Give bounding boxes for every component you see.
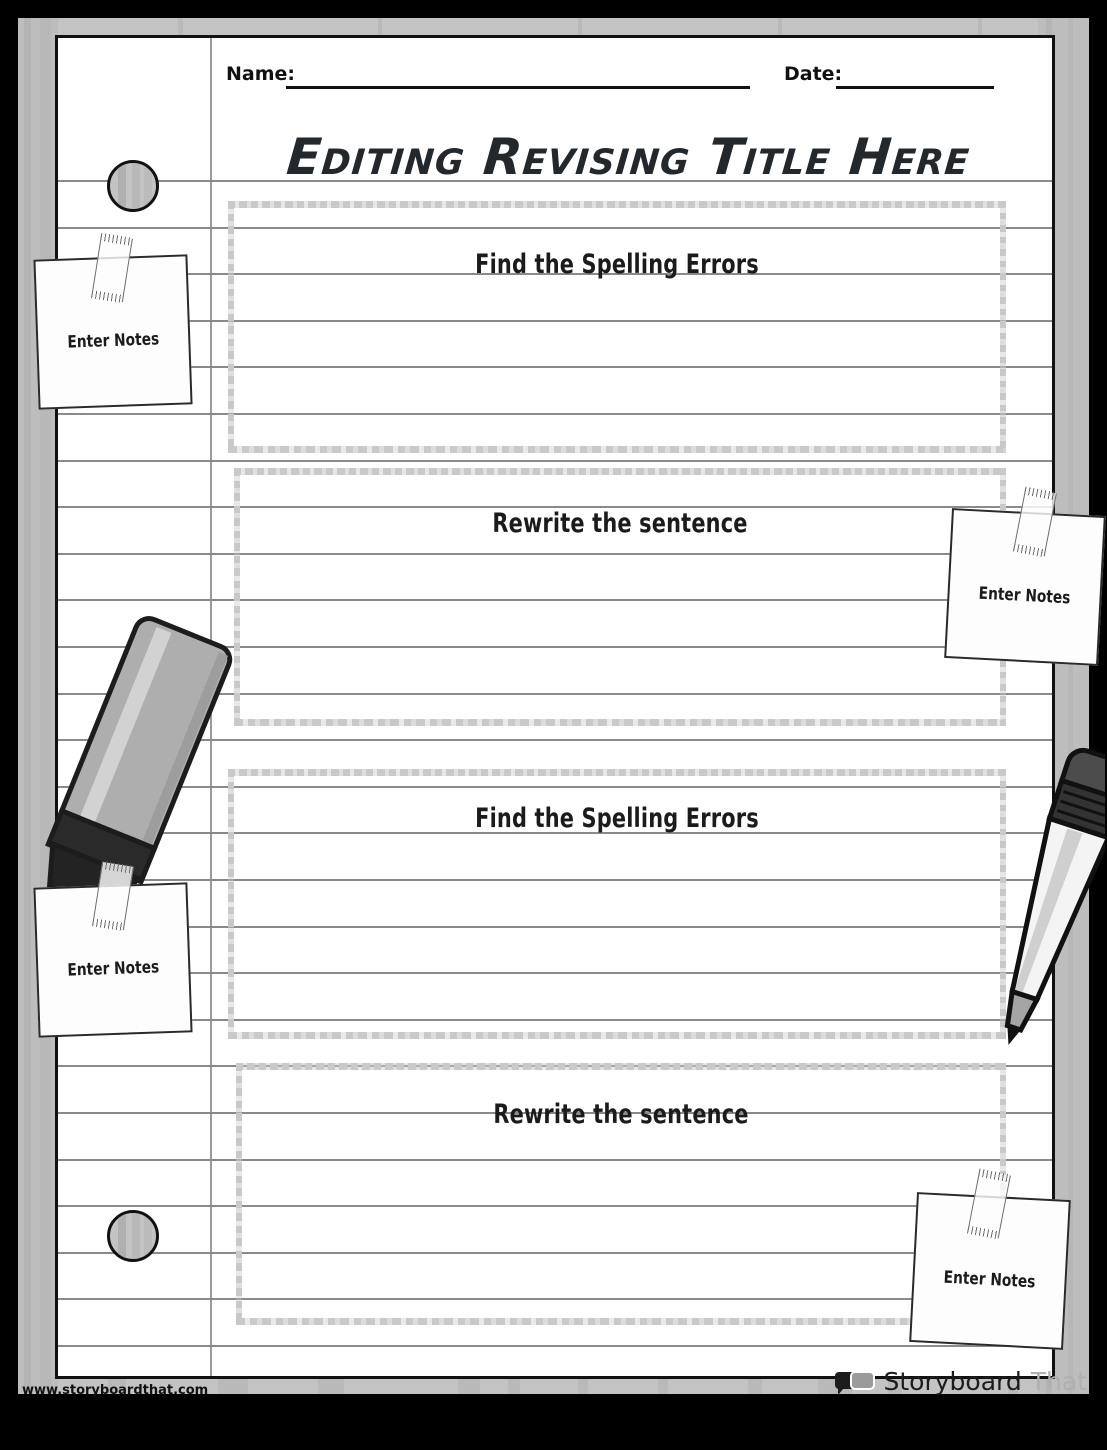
speech-bubble-icon: [835, 1369, 875, 1395]
name-input-line[interactable]: [286, 86, 750, 89]
sticky-note-text: Enter Notes: [943, 1267, 1036, 1293]
site-url[interactable]: www.storyboardthat.com: [22, 1383, 209, 1398]
logo-word-that: That: [1030, 1367, 1087, 1396]
sticky-note-text: Enter Notes: [67, 957, 160, 981]
sticky-note-text: Enter Notes: [67, 329, 160, 353]
logo-word-storyboard: Storyboard: [883, 1367, 1022, 1396]
section-2-box[interactable]: [234, 468, 1006, 726]
section-4-box[interactable]: [236, 1063, 1006, 1325]
page-title[interactable]: Editing Revising Title Here: [284, 128, 973, 186]
hole-punch: [107, 160, 159, 212]
section-3-box[interactable]: [228, 769, 1006, 1039]
section-3-label: Find the Spelling Errors: [475, 803, 759, 834]
storyboardthat-logo[interactable]: [835, 1367, 1087, 1396]
name-label: Name:: [226, 63, 296, 85]
section-1-label: Find the Spelling Errors: [475, 249, 759, 280]
section-1-box[interactable]: [228, 201, 1006, 453]
section-4-label: Rewrite the sentence: [493, 1099, 749, 1130]
sticky-note-text: Enter Notes: [978, 583, 1071, 609]
section-2-label: Rewrite the sentence: [492, 508, 748, 539]
date-input-line[interactable]: [836, 86, 994, 89]
pencil-icon: [985, 735, 1105, 1060]
date-label: Date:: [784, 63, 843, 85]
hole-punch: [107, 1210, 159, 1262]
